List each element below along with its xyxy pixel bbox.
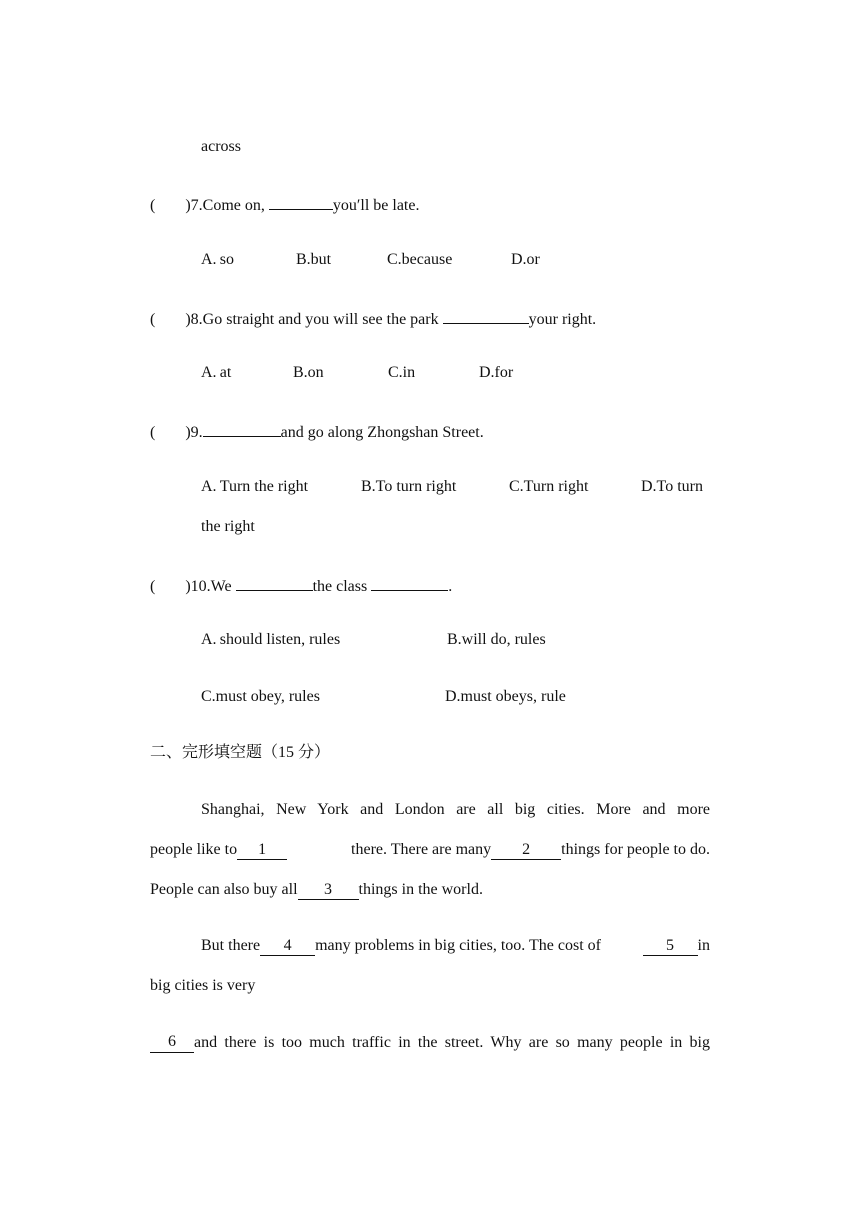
answer-blank[interactable]	[269, 193, 333, 210]
question-10-option-a[interactable]: A. should listen, rules	[201, 631, 341, 648]
section-2-heading: 二、完形填空题（15 分）	[150, 744, 331, 761]
passage-line-4	[201, 936, 710, 956]
answer-blank-2[interactable]	[371, 574, 448, 591]
question-7-stem-end: you′ll be late.	[332, 197, 420, 214]
cloze-blank-3[interactable]: 3	[298, 881, 359, 900]
passage-text: in	[697, 937, 710, 954]
question-9-stem: )9.	[185, 424, 203, 441]
option-c[interactable]: C.because	[387, 251, 453, 268]
passage-line-3	[150, 880, 483, 900]
question-6-option-continuation: across	[201, 138, 241, 155]
cloze-blank-2[interactable]: 2	[491, 841, 561, 860]
question-8-options	[201, 363, 513, 383]
cloze-blank-6[interactable]: 6	[150, 1033, 194, 1053]
question-9-options	[201, 477, 703, 497]
option-b[interactable]: B.To turn right	[361, 478, 457, 495]
passage-line-1: Shanghai, New York and London are all big cities. More and more	[201, 801, 710, 818]
question-10-stem: )10.We	[185, 578, 232, 595]
question-8	[150, 307, 596, 330]
passage-text: there. There are many	[351, 841, 492, 858]
cloze-blank-4[interactable]: 4	[260, 937, 315, 956]
passage-line-6	[150, 1033, 710, 1053]
option-b[interactable]: B.on	[293, 364, 324, 381]
passage-text: things for people to do.	[561, 841, 710, 858]
answer-paren-open: (	[150, 424, 156, 441]
option-d[interactable]: D.for	[479, 364, 514, 381]
question-7	[150, 193, 419, 216]
passage-line-2	[150, 840, 710, 860]
question-7-options	[201, 250, 540, 270]
answer-blank-1[interactable]	[236, 574, 313, 591]
cloze-blank-1[interactable]: 1	[237, 841, 287, 860]
question-7-stem: )7.Come on,	[185, 197, 265, 214]
option-b[interactable]: B.but	[296, 251, 332, 268]
question-9-stem-end: and go along Zhongshan Street.	[280, 424, 484, 441]
cloze-blank-5[interactable]: 5	[643, 937, 698, 956]
question-10	[150, 574, 452, 597]
option-d[interactable]: D.To turn	[641, 478, 703, 495]
answer-paren-open: (	[150, 311, 156, 328]
option-d[interactable]: D.or	[511, 251, 540, 268]
question-10-option-b[interactable]: B.will do, rules	[447, 631, 546, 648]
question-9-option-d-continuation: the right	[201, 518, 255, 535]
question-8-stem-end: your right.	[528, 311, 597, 328]
answer-paren-open: (	[150, 578, 156, 595]
answer-blank[interactable]	[443, 307, 529, 324]
answer-blank[interactable]	[203, 420, 281, 437]
question-10-option-c[interactable]: C.must obey, rules	[201, 688, 320, 705]
passage-text: many problems in big cities, too. The cost of	[315, 937, 601, 954]
question-10-stem-end: .	[448, 578, 453, 595]
question-10-stem-middle: the class	[312, 578, 368, 595]
answer-paren-open: (	[150, 197, 156, 214]
question-10-option-d[interactable]: D.must obeys, rule	[445, 688, 566, 705]
option-a[interactable]: A. so	[201, 251, 234, 268]
passage-text: people like to	[150, 841, 238, 858]
option-a[interactable]: A. at	[201, 364, 232, 381]
passage-text: things in the world.	[358, 881, 483, 898]
passage-text: People can also buy all	[150, 881, 298, 898]
question-8-stem: )8.Go straight and you will see the park	[185, 311, 439, 328]
passage-text: and there is too much traffic in the street. Why are so many people in big	[194, 1034, 710, 1051]
option-a[interactable]: A. Turn the right	[201, 478, 309, 495]
passage-text: But there	[201, 937, 261, 954]
option-c[interactable]: C.in	[388, 364, 416, 381]
option-c[interactable]: C.Turn right	[509, 478, 589, 495]
question-9	[150, 420, 484, 443]
passage-line-5: big cities is very	[150, 977, 256, 994]
